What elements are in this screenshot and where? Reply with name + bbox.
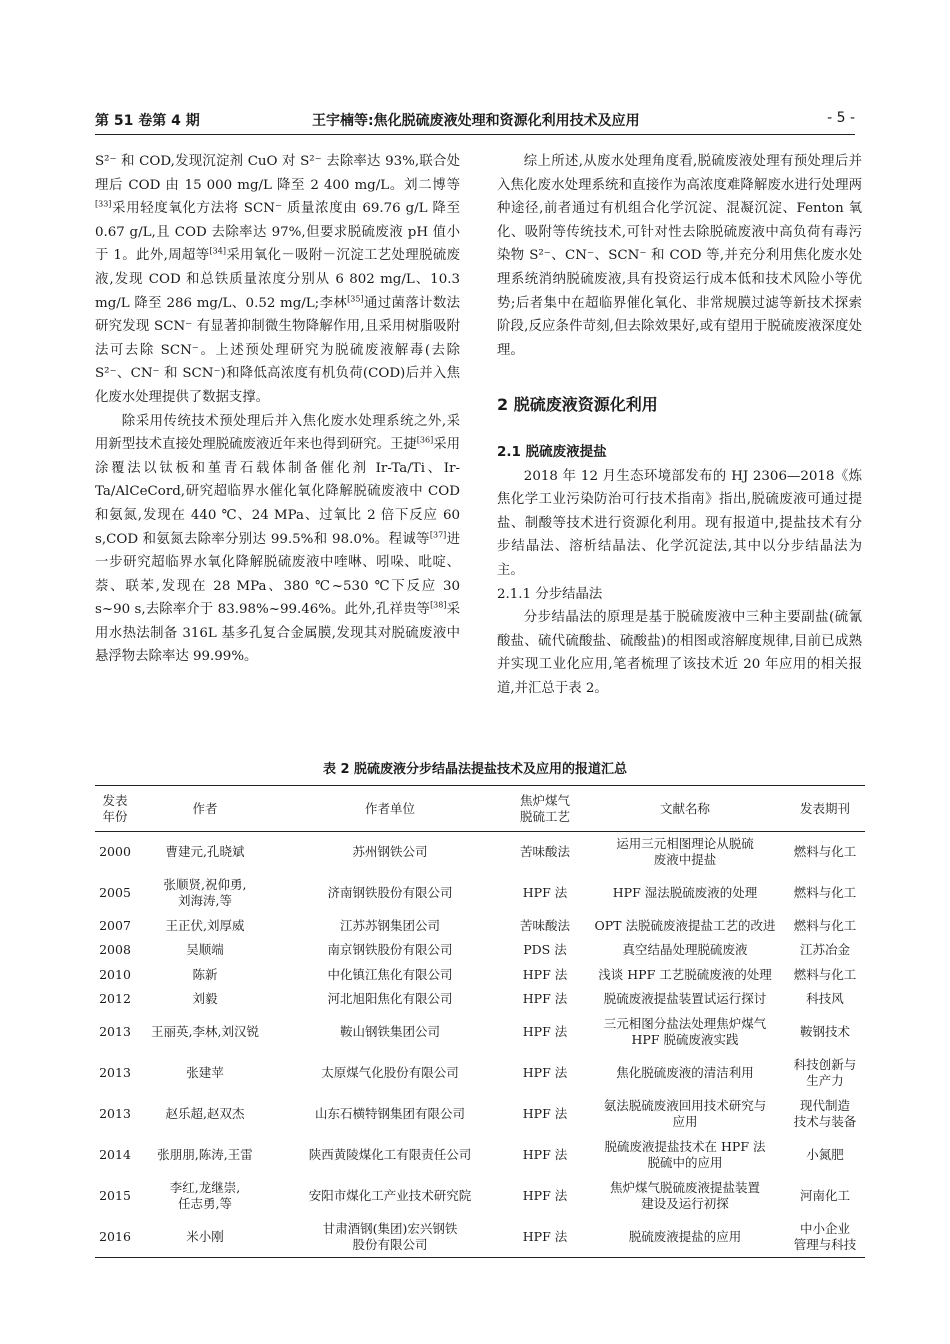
cell-paper-title: 浅谈 HPF 工艺脱硫废液的处理 bbox=[598, 966, 772, 982]
cell-year: 2000 bbox=[99, 844, 131, 860]
right-paragraph-2: 2018 年 12 月生态环境部发布的 HJ 2306—2018《炼焦化学工业污染防治可行技术指南》指出,脱硫废液可通过提盐、制酸等技术进行资源化利用。现有报道中,提盐技术有分步结晶法、溶析结晶法、化学沉淀法,其中以分步结晶法为主。 bbox=[497, 468, 862, 578]
cell-year: 2013 bbox=[99, 1106, 131, 1121]
cell-journal: 燃料与化工 bbox=[793, 966, 857, 982]
cell-process: 苦味酸法 bbox=[519, 844, 570, 860]
cell-author: 王丽英,李林,刘汉锐 bbox=[151, 1024, 259, 1039]
cell-author: 米小刚 bbox=[135, 1217, 275, 1258]
table-header-row bbox=[95, 786, 865, 832]
cell-author: 赵乐超,赵双杰 bbox=[165, 1106, 245, 1121]
table-row bbox=[95, 1053, 865, 1094]
cell-author: 吴顺端 bbox=[186, 942, 224, 958]
header-affiliation: 作者单位 bbox=[275, 786, 505, 832]
cell-year: 2007 bbox=[99, 917, 131, 933]
cell-affiliation: 山东石横特钢集团有限公司 bbox=[314, 1106, 465, 1121]
cell-year: 2008 bbox=[99, 942, 131, 958]
cell-paper-title: 氨法脱硫废液回用技术研究与 应用 bbox=[603, 1098, 767, 1129]
cell-author: 张朋朋,陈涛,王雷 bbox=[157, 1147, 253, 1162]
cell-year: 2012 bbox=[99, 991, 131, 1007]
cell-author: 曹建元,孔晓斌 bbox=[165, 844, 245, 860]
cell-author: 刘毅 bbox=[192, 991, 218, 1007]
cell-journal: 科技风 bbox=[806, 991, 844, 1007]
cell-year: 2015 bbox=[99, 1188, 131, 1203]
cell-process: HPF 法 bbox=[522, 1106, 568, 1121]
cell-journal: 鞍钢技术 bbox=[799, 1024, 850, 1039]
cell-paper-title: 焦化脱硫废液的清洁利用 bbox=[616, 1065, 754, 1080]
header-author: 作者 bbox=[135, 786, 275, 832]
cell-affiliation: 济南钢铁股份有限公司 bbox=[327, 885, 453, 900]
cell-author: 王正伏,刘厚威 bbox=[165, 917, 245, 933]
cell-process: HPF 法 bbox=[522, 1065, 568, 1080]
running-header bbox=[95, 110, 855, 132]
cell-author: 张建苹 bbox=[186, 1065, 224, 1080]
table-row bbox=[95, 873, 865, 914]
cell-paper-title: 脱硫废液提盐装置试运行探讨 bbox=[603, 991, 767, 1007]
cell-journal: 中小企业 管理与科技 bbox=[785, 1217, 865, 1258]
cell-paper-title: OPT 法脱硫废液提盐工艺的改进 bbox=[594, 917, 776, 933]
cell-journal: 科技创新与 生产力 bbox=[793, 1057, 857, 1088]
table-caption: 表 2 脱硫废液分步结晶法提盐技术及应用的报道汇总 bbox=[322, 762, 628, 777]
cell-year: 2014 bbox=[99, 1147, 131, 1162]
cell-journal: 小氮肥 bbox=[806, 1147, 844, 1162]
right-paragraph-1: 综上所述,从废水处理角度看,脱硫废液处理有预处理后并入焦化废水处理系统和直接作为高浓度难降解废水进行处理两种途径,前者通过有机组合化学沉淀、混凝沉淀、Fenton 氧化、吸附等传统技术,可针对性去除脱硫废液中高负荷有毒污染物 S²⁻、CN⁻、SCN⁻ 和 COD 等,并充分利用焦化废水处理系统消纳脱硫废液,具有投资运行成本低和技术风险小等优势;后者集中在超临界催化氧化、非常规膜过滤等新技术探索阶段,反应条件苛刻,但去除效果好,或有望用于脱硫废液深度处理。 bbox=[497, 154, 862, 358]
header-paper-title: 文献名称 bbox=[585, 786, 785, 832]
cell-process: 苦味酸法 bbox=[519, 917, 570, 933]
cell-paper-title: 三元相图分盐法处理焦炉煤气 HPF 脱硫废液实践 bbox=[603, 1016, 767, 1047]
cell-paper-title: 脱硫废液提盐技术在 HPF 法 脱硫中的应用 bbox=[604, 1139, 766, 1170]
cell-year: 2010 bbox=[99, 966, 131, 982]
cell-year: 2005 bbox=[99, 885, 131, 900]
table-row bbox=[95, 938, 865, 963]
cell-affiliation: 中化镇江焦化有限公司 bbox=[327, 966, 453, 982]
header-rule bbox=[95, 134, 855, 135]
table-row bbox=[95, 1135, 865, 1176]
cell-process: PDS 法 bbox=[523, 942, 567, 958]
cell-journal: 燃料与化工 bbox=[793, 844, 857, 860]
table-row bbox=[95, 1176, 865, 1217]
cell-year: 2013 bbox=[99, 1065, 131, 1080]
cell-affiliation: 太原煤气化股份有限公司 bbox=[321, 1065, 459, 1080]
cell-author: 李红,龙继崇, 任志勇,等 bbox=[169, 1180, 241, 1211]
cell-paper-title: 脱硫废液提盐的应用 bbox=[585, 1217, 785, 1258]
table-row bbox=[95, 832, 865, 873]
cell-affiliation: 南京钢铁股份有限公司 bbox=[327, 942, 453, 958]
cell-journal: 现代制造 技术与装备 bbox=[793, 1098, 857, 1129]
cell-affiliation: 河北旭阳焦化有限公司 bbox=[327, 991, 453, 1007]
header-journal: 发表期刊 bbox=[785, 786, 865, 832]
cell-affiliation: 苏州钢铁公司 bbox=[352, 844, 428, 860]
header-process: 焦炉煤气 脱硫工艺 bbox=[505, 786, 585, 832]
cell-journal: 燃料与化工 bbox=[793, 917, 857, 933]
cell-process: HPF 法 bbox=[522, 1188, 568, 1203]
cell-paper-title: 焦炉煤气脱硫废液提盐装置 建设及运行初探 bbox=[609, 1180, 760, 1211]
cell-author: 张顺贤,祝仰勇, 刘海涛,等 bbox=[163, 877, 247, 908]
left-paragraph-1: S²⁻ 和 COD,发现沉淀剂 CuO 对 S²⁻ 去除率达 93%,联合处理后 COD 由 15 000 mg/L 降至 2 400 mg/L。刘二博等[33]采用轻度氧化方法将 SCN⁻ 质量浓度由 69.76 g/L 降至 0.67 g/L,且 COD 去除率达 97%,但要求脱硫废液 pH 值小于 1。此外,周超等[34]采用氧化－吸附－沉淀工艺处理脱硫废液,发现 COD 和总铁质量浓度分别从 6 802 mg/L、10.3 mg/L 降至 286 mg/L、0.52 mg/L;李林[35]通过菌落计数法研究发现 SCN⁻ 有显著抑制微生物降解作用,且采用树脂吸附法可去除 SCN⁻。上述预处理研究为脱硫废液解毒(去除 S²⁻、CN⁻ 和 SCN⁻)和降低高浓度有机负荷(COD)后并入焦化废水处理提供了数据支撑。 bbox=[95, 154, 461, 405]
left-paragraph-2: 除采用传统技术预处理后并入焦化废水处理系统之外,采用新型技术直接处理脱硫废液近年来也得到研究。王捷[36]采用涂覆法以钛板和堇青石载体制备催化剂 Ir-Ta/Ti、Ir-Ta/AlCeCord,研究超临界水催化氧化降解脱硫废液中 COD 和氨氮,发现在 440 ℃、24 MPa、过氧比 2 倍下反应 60 s,COD 和氨氮去除率分别达 99.5%和 98.0%。程诚等[37]进一步研究超临界水氧化降解脱硫废液中喹啉、吲哚、吡啶、萘、联苯,发现在 28 MPa、380 ℃~530 ℃下反应 30 s~90 s,去除率介于 83.98%~99.46%。此外,孔祥贵等[38]采用水热法制备 316L 基多孔复合金属膜,发现其对脱硫废液中悬浮物去除率达 99.99%。 bbox=[95, 413, 461, 665]
cell-journal: 江苏冶金 bbox=[799, 942, 850, 958]
cell-process: HPF 法 bbox=[522, 991, 568, 1007]
cell-process: HPF 法 bbox=[522, 966, 568, 982]
cell-process: HPF 法 bbox=[522, 1024, 568, 1039]
table-row bbox=[95, 987, 865, 1012]
journal-issue: 第 51 卷第 4 期 bbox=[95, 113, 200, 129]
cell-affiliation: 江苏苏钢集团公司 bbox=[339, 917, 440, 933]
table-body bbox=[95, 832, 865, 1258]
section-heading: 2 脱硫废液资源化利用 bbox=[497, 395, 658, 415]
cell-year: 2013 bbox=[99, 1024, 131, 1039]
cell-affiliation: 甘肃酒钢(集团)宏兴钢铁 股份有限公司 bbox=[275, 1217, 505, 1258]
reports-table bbox=[95, 785, 865, 1258]
cell-paper-title: HPF 湿法脱硫废液的处理 bbox=[612, 885, 758, 900]
cell-journal: 燃料与化工 bbox=[793, 885, 857, 900]
cell-affiliation: 陕西黄陵煤化工有限责任公司 bbox=[308, 1147, 472, 1162]
cell-paper-title: 运用三元相图理论从脱硫 废液中提盐 bbox=[616, 836, 754, 868]
table-row bbox=[95, 914, 865, 939]
table-row bbox=[95, 1217, 865, 1258]
right-column bbox=[497, 150, 862, 700]
cell-affiliation: 安阳市煤化工产业技术研究院 bbox=[308, 1188, 472, 1203]
cell-year: 2016 bbox=[95, 1217, 135, 1258]
running-title: 王宇楠等:焦化脱硫废液处理和资源化利用技术及应用 bbox=[312, 113, 640, 129]
cell-process: HPF 法 bbox=[522, 885, 568, 900]
table-row bbox=[95, 1094, 865, 1135]
cell-process: HPF 法 bbox=[505, 1217, 585, 1258]
table-row bbox=[95, 1012, 865, 1053]
cell-process: HPF 法 bbox=[522, 1147, 568, 1162]
cell-author: 陈新 bbox=[192, 966, 218, 982]
page-number: - 5 - bbox=[827, 110, 855, 126]
header-year: 发表 年份 bbox=[95, 786, 135, 832]
cell-journal: 河南化工 bbox=[799, 1188, 850, 1203]
cell-paper-title: 真空结晶处理脱硫废液 bbox=[622, 942, 748, 958]
subsubsection-heading: 2.1.1 分步结晶法 bbox=[497, 586, 603, 602]
subsection-heading: 2.1 脱硫废液提盐 bbox=[497, 443, 607, 460]
right-paragraph-3: 分步结晶法的原理是基于脱硫废液中三种主要副盐(硫氰酸盐、硫代硫酸盐、硫酸盐)的相图或溶解度规律,目前已成熟并实现工业化应用,笔者梳理了该技术近 20 年应用的相关报道,并汇总于表 2。 bbox=[497, 610, 862, 696]
cell-affiliation: 鞍山钢铁集团公司 bbox=[339, 1024, 440, 1039]
left-column bbox=[95, 150, 460, 669]
table-row bbox=[95, 963, 865, 988]
